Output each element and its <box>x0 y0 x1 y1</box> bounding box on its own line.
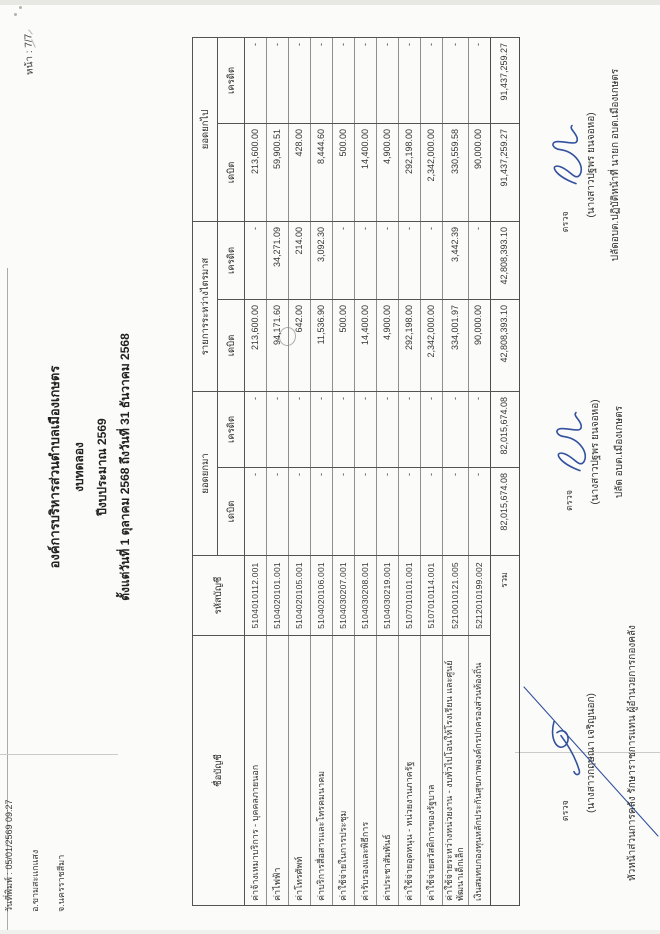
period-debit-cell: 500.00 <box>333 299 355 391</box>
brought-forward-credit-cell: - <box>443 391 469 467</box>
carried-forward-debit-cell: 14,400.00 <box>355 123 377 221</box>
signature-area <box>552 318 586 586</box>
col-header-credit: เครดิต <box>218 37 245 123</box>
check-label: ตรวจ <box>560 800 570 822</box>
carried-forward-credit-cell: - <box>377 37 399 123</box>
brought-forward-credit-cell: - <box>399 391 421 467</box>
pencil-mark <box>19 6 22 9</box>
table-row <box>289 37 311 905</box>
brought-forward-credit-cell: - <box>421 391 443 467</box>
period-credit-cell: - <box>399 221 421 299</box>
report-header <box>48 0 142 934</box>
period-debit-cell: 2,342,000.00 <box>421 299 443 391</box>
brought-forward-debit-cell: - <box>333 468 355 556</box>
carried-forward-credit-cell: - <box>289 37 311 123</box>
col-header-credit: เครดิต <box>218 391 245 467</box>
signature-ink <box>548 122 584 192</box>
period-debit-cell: 94,171.60 <box>267 299 289 391</box>
carried-forward-debit-cell: 2,342,000.00 <box>421 123 443 221</box>
carried-forward-credit-cell: - <box>355 37 377 123</box>
carried-forward-credit-cell: - <box>311 37 333 123</box>
table-row <box>468 37 490 905</box>
carried-forward-credit-cell: - <box>333 37 355 123</box>
signature-ink <box>548 700 582 786</box>
account-code-cell: 5104020106.001 <box>311 556 333 636</box>
brought-forward-debit-cell: - <box>399 468 421 556</box>
total-period-debit: 42,808,393.10 <box>490 299 519 391</box>
col-header-debit: เดบิต <box>218 299 245 391</box>
account-name-cell: ค่ารับรองและพิธีการ <box>355 636 377 906</box>
brought-forward-debit-cell: - <box>289 468 311 556</box>
account-code-cell: 5104030219.001 <box>377 556 399 636</box>
period-credit-cell: - <box>468 221 490 299</box>
period-debit-cell: 4,900.00 <box>377 299 399 391</box>
period-debit-cell: 11,536.90 <box>311 299 333 391</box>
table-row <box>443 37 469 905</box>
account-code-cell: 5104010112.001 <box>245 556 267 636</box>
brought-forward-debit-cell: - <box>245 468 267 556</box>
brought-forward-credit-cell: - <box>245 391 267 467</box>
period-credit-cell: - <box>421 221 443 299</box>
carried-forward-debit-cell: 8,444.60 <box>311 123 333 221</box>
col-header-account-name: ชื่อบัญชี <box>193 636 245 906</box>
signature-block-clerk <box>552 318 627 586</box>
carried-forward-credit-cell: - <box>245 37 267 123</box>
account-code-cell: 5212010199.002 <box>468 556 490 636</box>
carried-forward-credit-cell: - <box>443 37 469 123</box>
period-debit-cell: 14,400.00 <box>355 299 377 391</box>
total-label-cell: รวม <box>490 556 519 906</box>
table-row <box>399 37 421 905</box>
brought-forward-debit-cell: - <box>468 468 490 556</box>
period-credit-cell: - <box>333 221 355 299</box>
account-code-cell: 5107010101.001 <box>399 556 421 636</box>
period-debit-cell: 642.00 <box>289 299 311 391</box>
signature-area <box>548 12 582 318</box>
total-carried-forward-credit: 91,437,259.27 <box>490 37 519 123</box>
signatory-name: (นางสาวปฐพร ยนจอหอ) <box>590 399 601 505</box>
organization-title: องค์การบริหารส่วนตำบลเมืองเกษตร <box>47 365 62 569</box>
period-credit-cell: - <box>355 221 377 299</box>
carried-forward-debit-cell: 500.00 <box>333 123 355 221</box>
account-name-cell: ค่าใช้จ่ายในการประชุม <box>333 636 355 906</box>
total-period-credit: 42,808,393.10 <box>490 221 519 299</box>
carried-forward-credit-cell: - <box>399 37 421 123</box>
period-debit-cell: 213,600.00 <box>245 299 267 391</box>
period-credit-cell: - <box>245 221 267 299</box>
brought-forward-credit-cell: - <box>355 391 377 467</box>
report-period: ตั้งแต่วันที่ 1 ตุลาคม 2568 ถึงวันที่ 31 ธันวาคม 2568 <box>118 333 132 601</box>
brought-forward-credit-cell: - <box>333 391 355 467</box>
period-debit-cell: 292,198.00 <box>399 299 421 391</box>
account-code-cell: 5104030208.001 <box>355 556 377 636</box>
account-name-cell: ค่าไฟฟ้า <box>267 636 289 906</box>
table-row <box>333 37 355 905</box>
account-name-cell: เงินสมทบกองทุนหลักประกันสุขภาพองค์กรปกครองส่วนท้องถิ่น <box>468 636 490 906</box>
carried-forward-debit-cell: 90,000.00 <box>468 123 490 221</box>
carried-forward-debit-cell: 213,600.00 <box>245 123 267 221</box>
carried-forward-credit-cell: - <box>468 37 490 123</box>
page-number: หน้า : 7/7 <box>23 33 36 76</box>
col-header-credit: เครดิต <box>218 221 245 299</box>
brought-forward-credit-cell: - <box>377 391 399 467</box>
report-title: งบทดลอง <box>72 442 86 492</box>
carried-forward-credit-cell: - <box>267 37 289 123</box>
account-name-cell: ค่าใช้จ่ายระหว่างหน่วยงาน - งบทั่วไปโอนให้โรงเรียน และศูนย์พัฒนาเด็กเล็ก <box>443 636 469 906</box>
total-carried-forward-debit: 91,437,259.27 <box>490 123 519 221</box>
table-body <box>245 37 491 905</box>
account-name-cell: ค่าประชาสัมพันธ์ <box>377 636 399 906</box>
table-row <box>421 37 443 905</box>
province-label: จ.นครราชสีมา <box>56 854 66 912</box>
pencil-mark <box>14 13 17 16</box>
period-credit-cell: 34,271.09 <box>267 221 289 299</box>
table-row <box>267 37 289 905</box>
period-credit-cell: 3,092.30 <box>311 221 333 299</box>
carried-forward-debit-cell: 4,900.00 <box>377 123 399 221</box>
col-header-carried-forward: ยอดยกไป <box>193 37 218 221</box>
col-header-debit: เดบิต <box>218 468 245 556</box>
brought-forward-debit-cell: - <box>355 468 377 556</box>
account-name-cell: ค่าจ้างเหมาบริการ - บุคคลภายนอก <box>245 636 267 906</box>
account-name-cell: ค่าบริการสื่อสารและโทรคมนาคม <box>311 636 333 906</box>
signatory-role: หัวหน้าส่วนการคลัง รักษาราชการแทน ผู้อำนวยการกองคลัง <box>627 625 638 881</box>
carried-forward-debit-cell: 330,559.58 <box>443 123 469 221</box>
account-name-cell: ค่าใช้จ่ายอุดหนุน - หน่วยงานภาครัฐ <box>399 636 421 906</box>
account-name-cell: ค่าใช้จ่ายสวัสดิการของรัฐบาล <box>421 636 443 906</box>
signature-ink <box>552 409 588 479</box>
carried-forward-debit-cell: 59,900.51 <box>267 123 289 221</box>
col-header-period-transactions: รายการระหว่างไตรมาส <box>193 221 218 391</box>
print-date: วันที่พิมพ์ : 05/01/2569 09:27 <box>4 799 14 912</box>
signatory-role: ปลัด อบต.เมืองเกษตร <box>614 405 625 499</box>
carried-forward-credit-cell: - <box>421 37 443 123</box>
brought-forward-credit-cell: - <box>267 391 289 467</box>
table-row <box>355 37 377 905</box>
brought-forward-debit-cell: - <box>421 468 443 556</box>
account-code-cell: 5104020101.001 <box>267 556 289 636</box>
brought-forward-credit-cell: - <box>468 391 490 467</box>
brought-forward-debit-cell: - <box>311 468 333 556</box>
period-credit-cell: 214.00 <box>289 221 311 299</box>
account-name-cell: ค่าโทรศัพท์ <box>289 636 311 906</box>
check-label: ตรวจ <box>560 211 570 233</box>
brought-forward-debit-cell: - <box>267 468 289 556</box>
signatory-name: (นางสาวปฐพร ยนจอหอ) <box>586 112 597 218</box>
total-brought-forward-credit: 82,015,674.08 <box>490 391 519 467</box>
table-row <box>245 37 267 905</box>
period-credit-cell: 3,442.39 <box>443 221 469 299</box>
account-code-cell: 5104020105.001 <box>289 556 311 636</box>
carried-forward-debit-cell: 292,198.00 <box>399 123 421 221</box>
col-header-debit: เดบิต <box>218 123 245 221</box>
table-row <box>311 37 333 905</box>
trial-balance-table <box>192 37 520 906</box>
district-label: อ.ขามสะแกแสง <box>30 849 40 912</box>
brought-forward-credit-cell: - <box>289 391 311 467</box>
total-brought-forward-debit: 82,015,674.08 <box>490 468 519 556</box>
table-row <box>377 37 399 905</box>
signature-area <box>548 598 582 908</box>
brought-forward-debit-cell: - <box>443 468 469 556</box>
period-credit-cell: - <box>377 221 399 299</box>
col-header-brought-forward: ยอดยกมา <box>193 391 218 555</box>
check-label: ตรวจ <box>564 489 574 511</box>
signature-block-finance-head <box>548 598 640 908</box>
account-code-cell: 5107010114.001 <box>421 556 443 636</box>
fiscal-year-title: ปีงบประมาณ 2569 <box>95 418 109 516</box>
col-header-account-code: รหัสบัญชี <box>193 556 245 636</box>
account-code-cell: 5210010121.005 <box>443 556 469 636</box>
signatory-name: (นางสาวกฤษณา เจริญนอก) <box>586 693 597 813</box>
signatory-role: ปลัดอบต.ปฏิบัติหน้าที่ นายก อบต.เมืองเกษตร <box>610 68 621 262</box>
account-code-cell: 5104030207.001 <box>333 556 355 636</box>
total-row <box>490 37 519 905</box>
carried-forward-debit-cell: 428.00 <box>289 123 311 221</box>
brought-forward-credit-cell: - <box>311 391 333 467</box>
brought-forward-debit-cell: - <box>377 468 399 556</box>
period-debit-cell: 90,000.00 <box>468 299 490 391</box>
signature-block-acting-mayor <box>548 12 623 318</box>
period-debit-cell: 334,001.97 <box>443 299 469 391</box>
